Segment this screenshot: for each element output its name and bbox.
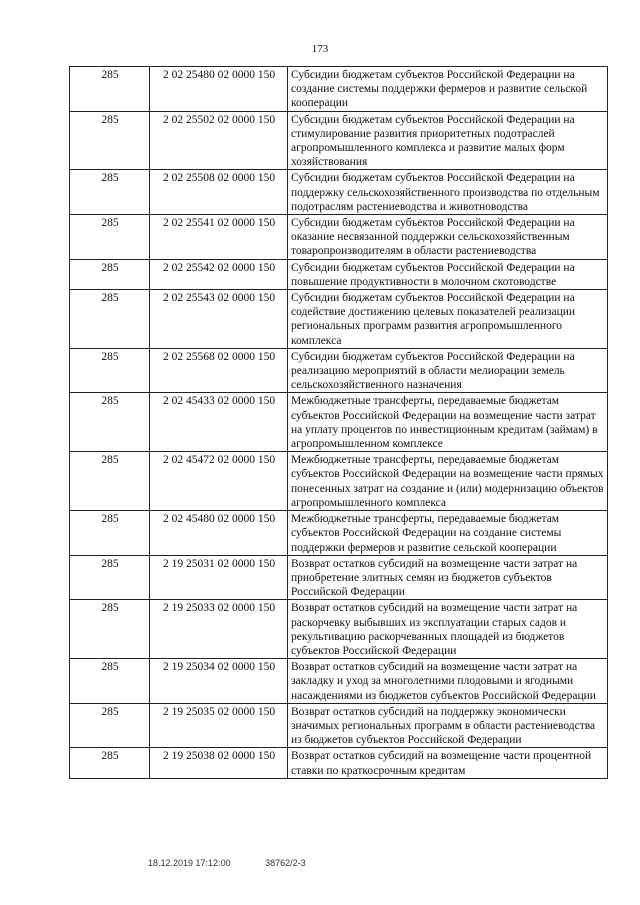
budget-code-cell: 2 19 25035 02 0000 150 [150, 703, 288, 748]
description-cell: Возврат остатков субсидий на возмещение части процентной ставки по краткосрочным кредитам [288, 748, 608, 778]
table-row [70, 748, 608, 778]
budget-code-cell: 2 19 25031 02 0000 150 [150, 555, 288, 600]
admin-code-cell: 285 [70, 348, 150, 393]
description-cell: Субсидии бюджетам субъектов Российской Федерации на повышение продуктивности в молочном скотоводстве [288, 259, 608, 289]
table-row [70, 393, 608, 452]
admin-code-cell: 285 [70, 259, 150, 289]
description-cell: Субсидии бюджетам субъектов Российской Федерации на оказание несвязанной поддержки сельскохозяйственным товаропроизводителям в области растениеводства [288, 215, 608, 260]
description-cell: Возврат остатков субсидий на возмещение части затрат на закладку и уход за многолетними плодовыми и ягодными насаждениями из бюджетов субъектов Российской Федерации [288, 659, 608, 704]
footer-datetime: 18.12.2019 17:12:00 [148, 858, 231, 868]
budget-code-cell: 2 02 25541 02 0000 150 [150, 215, 288, 260]
description-cell: Субсидии бюджетам субъектов Российской Федерации на содействие достижению целевых показателей реализации региональных программ развития агропромышленного комплекса [288, 290, 608, 349]
budget-code-cell: 2 02 45433 02 0000 150 [150, 393, 288, 452]
budget-code-cell: 2 02 25542 02 0000 150 [150, 259, 288, 289]
table-row [70, 600, 608, 659]
table-row [70, 170, 608, 215]
budget-code-cell: 2 02 25508 02 0000 150 [150, 170, 288, 215]
budget-classification-table [69, 66, 608, 779]
admin-code-cell: 285 [70, 290, 150, 349]
table-body [70, 67, 608, 779]
admin-code-cell: 285 [70, 215, 150, 260]
admin-code-cell: 285 [70, 600, 150, 659]
budget-code-cell: 2 19 25033 02 0000 150 [150, 600, 288, 659]
budget-code-cell: 2 02 25502 02 0000 150 [150, 111, 288, 170]
description-cell: Межбюджетные трансферты, передаваемые бюджетам субъектов Российской Федерации на возмещение части прямых понесенных затрат на создание и (или) модернизацию объектов агропромышленного комплекса [288, 452, 608, 511]
description-cell: Возврат остатков субсидий на поддержку экономически значимых региональных программ в области растениеводства из бюджетов субъектов Российской Федерации [288, 703, 608, 748]
table-row [70, 348, 608, 393]
description-cell: Возврат остатков субсидий на возмещение части затрат на приобретение элитных семян из бюджетов субъектов Российской Федерации [288, 555, 608, 600]
description-cell: Субсидии бюджетам субъектов Российской Федерации на стимулирование развития приоритетных подотраслей агропромышленного комплекса и развитие малых форм хозяйствования [288, 111, 608, 170]
page-number: 173 [311, 43, 329, 55]
admin-code-cell: 285 [70, 393, 150, 452]
footer [148, 858, 338, 868]
admin-code-cell: 285 [70, 511, 150, 556]
admin-code-cell: 285 [70, 67, 150, 112]
table-row [70, 659, 608, 704]
table-row [70, 111, 608, 170]
budget-code-cell: 2 02 25480 02 0000 150 [150, 67, 288, 112]
budget-code-cell: 2 02 25543 02 0000 150 [150, 290, 288, 349]
budget-code-cell: 2 19 25038 02 0000 150 [150, 748, 288, 778]
admin-code-cell: 285 [70, 748, 150, 778]
description-cell: Субсидии бюджетам субъектов Российской Федерации на поддержку сельскохозяйственного производства по отдельным подотраслям растениеводства и животноводства [288, 170, 608, 215]
description-cell: Возврат остатков субсидий на возмещение части затрат на раскорчевку выбывших из эксплуатации старых садов и рекультивацию раскорчеванных площадей из бюджетов субъектов Российской Федерации [288, 600, 608, 659]
table-row [70, 452, 608, 511]
budget-code-cell: 2 19 25034 02 0000 150 [150, 659, 288, 704]
table-row [70, 259, 608, 289]
footer-doc-id: 38762/2-3 [265, 858, 306, 868]
description-cell: Межбюджетные трансферты, передаваемые бюджетам субъектов Российской Федерации на возмещение части затрат на уплату процентов по инвестиционным кредитам (займам) в агропромышленном комплексе [288, 393, 608, 452]
admin-code-cell: 285 [70, 659, 150, 704]
table-row [70, 511, 608, 556]
table-row [70, 703, 608, 748]
budget-code-cell: 2 02 25568 02 0000 150 [150, 348, 288, 393]
table-row [70, 555, 608, 600]
admin-code-cell: 285 [70, 452, 150, 511]
budget-code-cell: 2 02 45472 02 0000 150 [150, 452, 288, 511]
budget-code-cell: 2 02 45480 02 0000 150 [150, 511, 288, 556]
table-row [70, 290, 608, 349]
description-cell: Субсидии бюджетам субъектов Российской Федерации на создание системы поддержки фермеров и развитие сельской кооперации [288, 67, 608, 112]
admin-code-cell: 285 [70, 111, 150, 170]
table-row [70, 215, 608, 260]
admin-code-cell: 285 [70, 170, 150, 215]
description-cell: Субсидии бюджетам субъектов Российской Федерации на реализацию мероприятий в области мелиорации земель сельскохозяйственного назначения [288, 348, 608, 393]
description-cell: Межбюджетные трансферты, передаваемые бюджетам субъектов Российской Федерации на создание системы поддержки фермеров и развитие сельской кооперации [288, 511, 608, 556]
admin-code-cell: 285 [70, 555, 150, 600]
admin-code-cell: 285 [70, 703, 150, 748]
table-row [70, 67, 608, 112]
